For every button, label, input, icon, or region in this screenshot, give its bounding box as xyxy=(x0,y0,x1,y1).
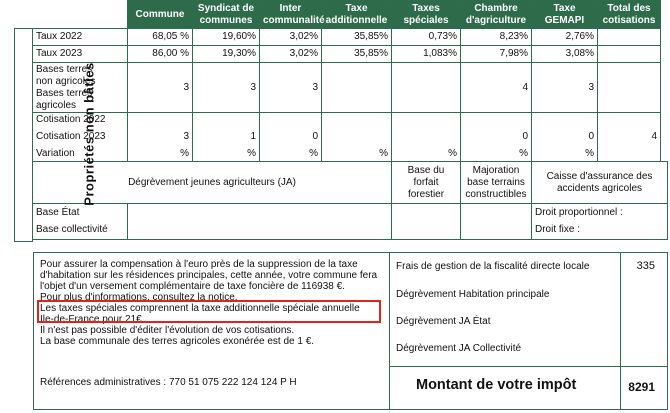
cell xyxy=(598,29,661,46)
cell: 3,08% xyxy=(532,46,598,63)
cell xyxy=(598,113,661,127)
table-row xyxy=(15,46,668,63)
cell: 3 xyxy=(193,63,260,113)
cell: % xyxy=(461,147,532,162)
cell: 4 xyxy=(598,127,661,147)
cell: 19,30% xyxy=(193,46,260,63)
fee-value: 335 xyxy=(636,260,655,272)
cell xyxy=(260,113,322,127)
cell: 86,00 % xyxy=(128,46,193,63)
admin-references: Références administratives : 770 51 075 222 124 124 P H xyxy=(40,377,297,388)
cell xyxy=(128,222,392,240)
cell xyxy=(598,63,661,113)
cell xyxy=(128,113,193,127)
table-row xyxy=(15,63,668,113)
cell: 19,60% xyxy=(193,29,260,46)
table-row-spacer xyxy=(15,240,668,242)
info-line: Il n'est pas possible d'éditer l'évolution de vos cotisations. xyxy=(40,325,295,336)
cell: 3 xyxy=(128,63,193,113)
row-label: Taux 2022 xyxy=(33,29,128,46)
cell: 3 xyxy=(532,63,598,113)
row-label: Variation xyxy=(33,147,128,162)
cell: % xyxy=(532,147,598,162)
cell: 35,85% xyxy=(322,29,392,46)
cell: 3 xyxy=(128,127,193,147)
cell: 68,05 % xyxy=(128,29,193,46)
spacer xyxy=(33,240,661,242)
info-panel xyxy=(34,253,390,409)
table-header-row xyxy=(15,1,668,29)
fee-label: Dégrèvement Habitation principale xyxy=(396,289,550,300)
cell xyxy=(322,127,392,147)
row-label: Base collectivité xyxy=(33,222,128,240)
cell xyxy=(392,63,461,113)
degrevement-ja: Dégrèvement jeunes agriculteurs (JA) xyxy=(33,162,392,204)
label-line: non agricoles xyxy=(36,75,96,87)
cell xyxy=(461,222,532,240)
cell: 7,98% xyxy=(461,46,532,63)
cell xyxy=(193,113,260,127)
cell xyxy=(392,113,461,127)
table-row xyxy=(15,204,668,222)
col-header: Chambre d'agriculture xyxy=(461,1,532,29)
cell: % xyxy=(392,147,461,162)
separator xyxy=(390,366,667,367)
info-line: Pour assurer la compensation à l'euro près de la suppression de la taxe xyxy=(40,259,358,270)
table-row xyxy=(15,222,668,240)
cell xyxy=(392,127,461,147)
header-blank xyxy=(15,1,128,29)
row-label-bases xyxy=(33,63,128,113)
forfait-forestier: Base du forfait forestier xyxy=(392,162,461,204)
summary-section xyxy=(33,252,668,410)
property-tax-table xyxy=(14,0,668,242)
cell xyxy=(322,113,392,127)
cell xyxy=(128,204,392,222)
cell: 2,76% xyxy=(532,29,598,46)
row-label: Cotisation 2022 xyxy=(33,113,128,127)
info-line: Ile-de-France pour 21€ . xyxy=(40,314,148,325)
table-row xyxy=(15,127,668,147)
cell: % xyxy=(322,147,392,162)
cell: 0 xyxy=(260,127,322,147)
table-row xyxy=(15,29,668,46)
droit-fixe: Droit fixe : xyxy=(532,222,668,240)
cell: 8,23% xyxy=(461,29,532,46)
cell: 35,85% xyxy=(322,46,392,63)
table-row xyxy=(15,162,668,204)
cell xyxy=(598,46,661,63)
cell: 0,73% xyxy=(392,29,461,46)
col-header: Taxe GEMAPI xyxy=(532,1,598,29)
cell: 1 xyxy=(193,127,260,147)
col-header: Commune xyxy=(128,1,193,29)
caisse-assurance: Caisse d'assurance des accidents agricoles xyxy=(532,162,668,204)
row-label: Cotisation 2023 xyxy=(33,127,128,147)
cell xyxy=(461,204,532,222)
cell: % xyxy=(128,147,193,162)
info-line: l'objet d'un versement complémentaire de taxe foncière de 116938 €. xyxy=(40,281,345,292)
cell: 3 xyxy=(260,63,322,113)
highlight-box xyxy=(37,300,381,323)
cell: 4 xyxy=(461,63,532,113)
table-row xyxy=(15,147,668,162)
col-header: Taxe additionnelle xyxy=(322,1,392,29)
cell: % xyxy=(260,147,322,162)
side-label: Propriétés non bâties xyxy=(81,62,97,206)
col-header: Inter communalité xyxy=(260,1,322,29)
divider xyxy=(620,253,621,409)
total-value: 8291 xyxy=(628,380,655,394)
info-line: d'habitation sur les résidences principales, cette année, votre commune fera xyxy=(40,270,378,281)
droit-proportionnel: Droit proportionnel : xyxy=(532,204,668,222)
fees-panel xyxy=(390,253,667,409)
fee-label: Dégrèvement JA Collectivité xyxy=(396,343,522,354)
table-row xyxy=(15,113,668,127)
cell xyxy=(322,63,392,113)
fee-label: Frais de gestion de la fiscalité directe locale xyxy=(396,261,590,272)
col-header: Syndicat de communes xyxy=(193,1,260,29)
cell: 0 xyxy=(461,127,532,147)
row-label: Base État xyxy=(33,204,128,222)
cell: % xyxy=(193,147,260,162)
cell: 3,02% xyxy=(260,46,322,63)
label-line: Bases terres xyxy=(36,87,93,99)
cell: 0 xyxy=(532,127,598,147)
col-header: Taxes spéciales xyxy=(392,1,461,29)
label-line: Bases terres xyxy=(36,63,93,75)
cell xyxy=(461,113,532,127)
cell xyxy=(392,204,461,222)
info-line: Pour plus d'informations, consultez la notice. xyxy=(40,292,238,303)
fee-label: Dégrèvement JA État xyxy=(396,316,491,327)
cell: 1,083% xyxy=(392,46,461,63)
label-line: agricoles xyxy=(36,99,77,111)
total-label: Montant de votre impôt xyxy=(416,377,577,393)
cell xyxy=(392,222,461,240)
cell: 3,02% xyxy=(260,29,322,46)
col-header: Total des cotisations xyxy=(598,1,661,29)
cell xyxy=(532,113,598,127)
row-label: Taux 2023 xyxy=(33,46,128,63)
majoration-base: Majoration base terrains constructibles xyxy=(461,162,532,204)
cell xyxy=(598,147,661,162)
info-line: Les taxes spéciales comprennent la taxe additionnelle spéciale annuelle xyxy=(40,303,360,314)
info-line: La base communale des terres agricoles exonérée est de 1 €. xyxy=(40,336,315,347)
